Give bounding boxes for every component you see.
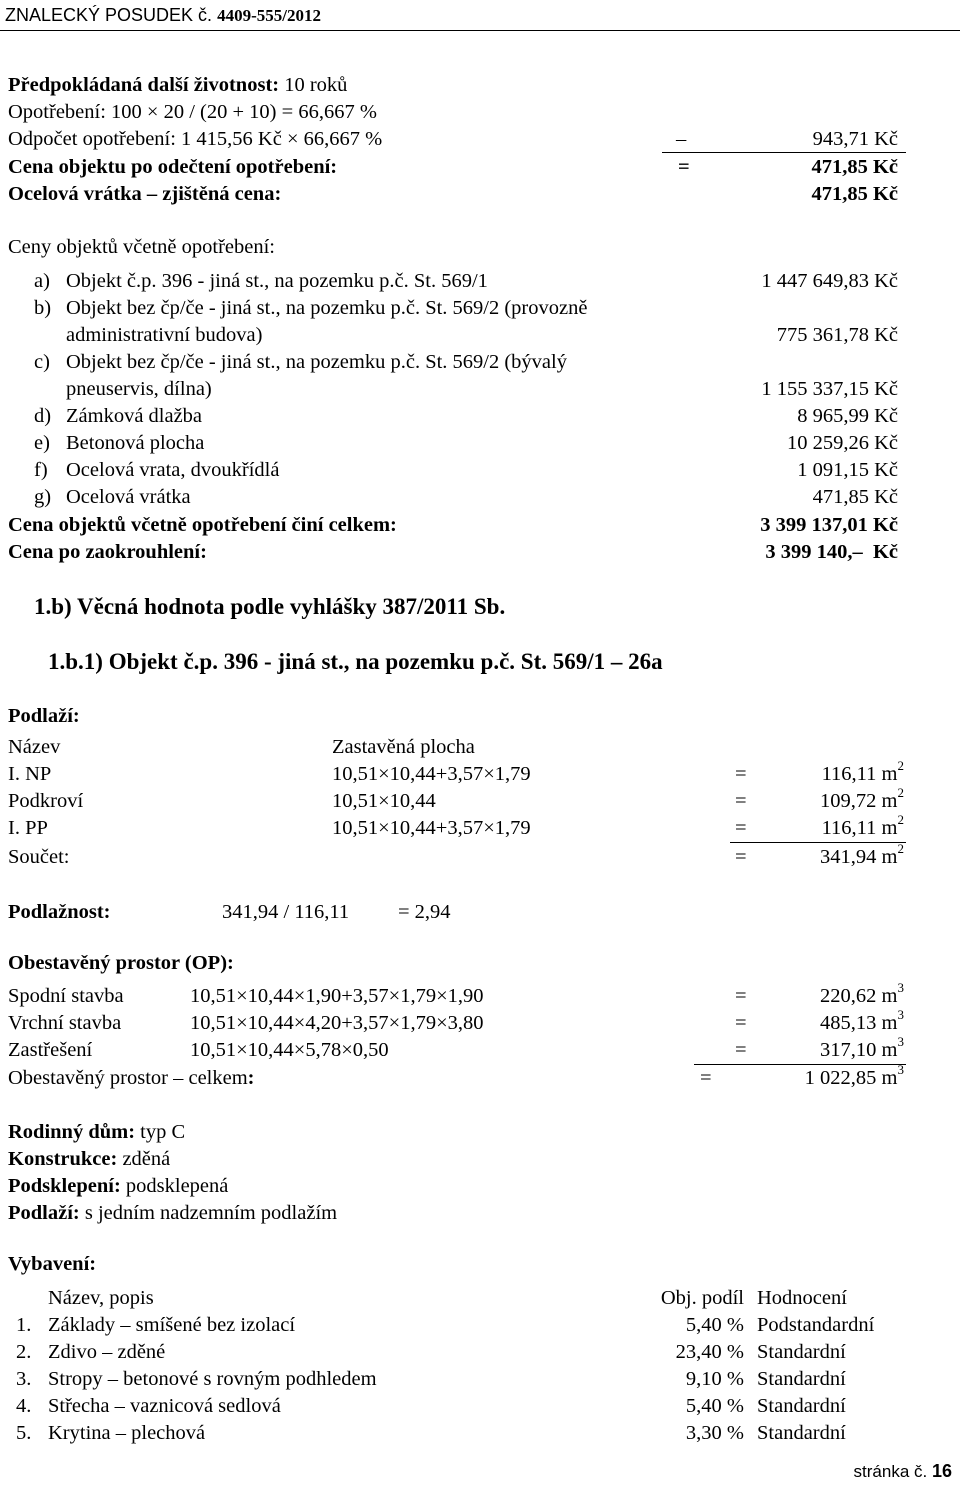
equipment-row-share: 23,40 %: [675, 1341, 744, 1363]
floors-sum-value: [770, 841, 904, 869]
prop-basement: [8, 1174, 228, 1198]
volume-row-eq: =: [735, 985, 747, 1007]
price-c-letter: c): [34, 351, 50, 373]
volume-total-exp: 3: [897, 1062, 904, 1078]
prop-floors-value: s jedním nadzemním podlažím: [84, 1202, 338, 1224]
floors-col-name: Název: [8, 736, 61, 758]
price-a-value: 1 447 649,83 Kč: [761, 270, 898, 292]
life-label: Předpokládaná další životnost:: [8, 74, 280, 96]
price-b-letter: b): [34, 297, 52, 319]
after-op: =: [678, 156, 690, 178]
floor-row-eq: =: [735, 790, 747, 812]
floor-value-text: 116,11 m: [821, 817, 898, 839]
volume-row-formula: 10,51×10,44×1,90+3,57×1,79×1,90: [190, 985, 484, 1007]
floors-sum-rule: [730, 842, 906, 843]
volume-total-colon: :: [247, 1067, 255, 1089]
deduct-label: Odpočet opotřebení: 1 415,56 Kč × 66,667 %: [8, 128, 383, 150]
floors-heading: Podlaží:: [8, 705, 80, 727]
sum-rule: [662, 152, 906, 153]
prop-house: [8, 1120, 185, 1144]
section-subtitle: 1.b.1) Objekt č.p. 396 - jiná st., na pozemku p.č. St. 569/1 – 26a: [48, 649, 663, 674]
equipment-row-rating: Standardní: [757, 1422, 846, 1444]
floor-row-eq: =: [735, 763, 747, 785]
price-g-value: 471,85 Kč: [812, 486, 898, 508]
ratio-formula: 341,94 / 116,11: [222, 901, 350, 923]
ratio-label: Podlažnost:: [8, 901, 111, 923]
floors-col-area: Zastavěná plocha: [332, 736, 475, 758]
page-header: [0, 0, 960, 31]
volume-value-text: 220,62 m: [820, 985, 898, 1007]
equipment-row-number: 5.: [16, 1422, 32, 1444]
volume-value-text: 485,13 m: [820, 1012, 898, 1034]
volume-row-name: Vrchní stavba: [8, 1012, 122, 1034]
price-c-text-2: pneuservis, dílna): [66, 378, 212, 400]
page-footer: [854, 1460, 952, 1483]
floor-row-name: I. PP: [8, 817, 48, 839]
price-c-value: 1 155 337,15 Kč: [761, 378, 898, 400]
volume-row-eq: =: [735, 1012, 747, 1034]
floor-row-formula: 10,51×10,44+3,57×1,79: [332, 817, 531, 839]
volume-row-name: Zastřešení: [8, 1039, 93, 1061]
prices-heading: Ceny objektů včetně opotřebení:: [8, 236, 275, 258]
equipment-row-rating: Standardní: [757, 1368, 846, 1390]
header-number: 4409-555/2012: [217, 6, 321, 25]
page-number: 16: [931, 1461, 952, 1481]
prop-basement-label: Podsklepení:: [8, 1175, 121, 1197]
volume-unit-exp: 3: [897, 1007, 904, 1023]
price-g-letter: g): [34, 486, 52, 508]
found-label: Ocelová vrátka – zjištěná cena:: [8, 183, 282, 205]
equipment-col-share: Obj. podíl: [660, 1287, 744, 1309]
floor-unit-exp: 2: [897, 758, 904, 774]
equipment-row-name: Základy – smíšené bez izolací: [48, 1314, 296, 1336]
volume-row-value: [770, 1007, 904, 1035]
floors-sum-eq: =: [735, 846, 747, 868]
floor-value-text: 109,72 m: [820, 790, 898, 812]
equipment-heading: Vybavení:: [8, 1253, 97, 1275]
price-d-text: Zámková dlažba: [66, 405, 203, 427]
equipment-row-number: 2.: [16, 1341, 32, 1363]
floor-row-formula: 10,51×10,44+3,57×1,79: [332, 763, 531, 785]
price-d-value: 8 965,99 Kč: [797, 405, 898, 427]
price-a-letter: a): [34, 270, 50, 292]
price-e-value: 10 259,26 Kč: [786, 432, 898, 454]
deduct-value: 943,71 Kč: [812, 128, 898, 150]
volume-value-text: 317,10 m: [820, 1039, 898, 1061]
floor-row-formula: 10,51×10,44: [332, 790, 436, 812]
floor-row-value: [770, 785, 904, 813]
price-f-letter: f): [34, 459, 48, 481]
floor-row-value: [770, 758, 904, 786]
price-d-letter: d): [34, 405, 52, 427]
equipment-row-number: 1.: [16, 1314, 32, 1336]
equipment-row-share: 5,40 %: [685, 1395, 744, 1417]
equipment-row-name: Stropy – betonové s rovným podhledem: [48, 1368, 377, 1390]
life-line: [8, 73, 347, 97]
volume-row-formula: 10,51×10,44×4,20+3,57×1,79×3,80: [190, 1012, 484, 1034]
equipment-row-name: Zdivo – zděné: [48, 1341, 166, 1363]
price-a-text: Objekt č.p. 396 - jiná st., na pozemku p.č. St. 569/1: [66, 270, 488, 292]
equipment-row-name: Střecha – vaznicová sedlová: [48, 1395, 281, 1417]
prices-total-label: Cena objektů včetně opotřebení činí celkem:: [8, 514, 397, 536]
price-f-value: 1 091,15 Kč: [797, 459, 898, 481]
volume-heading: Obestavěný prostor (OP):: [8, 952, 234, 974]
equipment-row-name: Krytina – plechová: [48, 1422, 206, 1444]
prop-construction: [8, 1147, 170, 1171]
floors-sum-exp: 2: [897, 841, 904, 857]
price-c-text: Objekt bez čp/če - jiná st., na pozemku p.č. St. 569/2 (bývalý: [66, 351, 567, 373]
header-prefix: ZNALECKÝ POSUDEK č.: [5, 5, 213, 25]
floor-value-text: 116,11 m: [821, 763, 898, 785]
prop-floors-label: Podlaží:: [8, 1202, 80, 1224]
volume-row-eq: =: [735, 1039, 747, 1061]
volume-row-name: Spodní stavba: [8, 985, 124, 1007]
found-value: 471,85 Kč: [811, 183, 898, 205]
price-b-text-2: administrativní budova): [66, 324, 263, 346]
volume-row-value: [770, 1034, 904, 1062]
volume-row-value: [770, 980, 904, 1008]
deduct-op: –: [676, 128, 687, 150]
prop-basement-value: podsklepená: [125, 1175, 229, 1197]
price-b-value: 775 361,78 Kč: [776, 324, 898, 346]
volume-total-eq: =: [700, 1067, 712, 1089]
section-title: 1.b) Věcná hodnota podle vyhlášky 387/2011 Sb.: [34, 594, 506, 619]
prop-house-label: Rodinný dům:: [8, 1121, 136, 1143]
equipment-row-number: 4.: [16, 1395, 32, 1417]
after-label: Cena objektu po odečtení opotřebení:: [8, 156, 338, 178]
volume-sum-rule: [694, 1064, 906, 1065]
prop-construction-value: zděná: [122, 1148, 171, 1170]
equipment-row-rating: Podstandardní: [757, 1314, 875, 1336]
prices-round-value: 3 399 140,– Kč: [765, 541, 898, 563]
equipment-col-name: Název, popis: [48, 1287, 154, 1309]
equipment-row-rating: Standardní: [757, 1341, 846, 1363]
wear-formula: Opotřebení: 100 × 20 / (20 + 10) = 66,667 %: [8, 101, 377, 123]
floor-row-name: I. NP: [8, 763, 52, 785]
equipment-col-rating: Hodnocení: [757, 1287, 847, 1309]
floor-row-name: Podkroví: [8, 790, 84, 812]
volume-unit-exp: 3: [897, 980, 904, 996]
prop-house-value: typ C: [140, 1121, 186, 1143]
equipment-row-rating: Standardní: [757, 1395, 846, 1417]
volume-unit-exp: 3: [897, 1034, 904, 1050]
equipment-row-share: 5,40 %: [685, 1314, 744, 1336]
after-value: 471,85 Kč: [811, 156, 898, 178]
volume-total-text-value: 1 022,85 m: [804, 1067, 898, 1089]
floor-unit-exp: 2: [897, 812, 904, 828]
floor-unit-exp: 2: [897, 785, 904, 801]
equipment-row-number: 3.: [16, 1368, 32, 1390]
price-b-text: Objekt bez čp/če - jiná st., na pozemku p.č. St. 569/2 (provozně: [66, 297, 588, 319]
prop-construction-label: Konstrukce:: [8, 1148, 118, 1170]
volume-row-formula: 10,51×10,44×5,78×0,50: [190, 1039, 389, 1061]
volume-total-text: Obestavěný prostor – celkem: [8, 1067, 248, 1089]
prop-floors: [8, 1201, 337, 1225]
header-title: [5, 4, 321, 27]
floors-sum-text: 341,94 m: [820, 846, 898, 868]
volume-total-label: [8, 1066, 255, 1090]
price-e-letter: e): [34, 432, 50, 454]
floor-row-value: [770, 812, 904, 840]
equipment-row-share: 9,10 %: [685, 1368, 744, 1390]
footer-label: stránka č.: [853, 1462, 928, 1481]
prices-total-value: 3 399 137,01 Kč: [760, 514, 898, 536]
equipment-row-share: 3,30 %: [685, 1422, 744, 1444]
price-f-text: Ocelová vrata, dvoukřídlá: [66, 459, 280, 481]
prices-round-label: Cena po zaokrouhlení:: [8, 541, 207, 563]
price-g-text: Ocelová vrátka: [66, 486, 191, 508]
price-e-text: Betonová plocha: [66, 432, 205, 454]
floor-row-eq: =: [735, 817, 747, 839]
life-value: 10 roků: [284, 74, 348, 96]
ratio-result: = 2,94: [398, 901, 451, 923]
volume-total-value: [740, 1062, 904, 1090]
floors-sum-label: Součet:: [8, 846, 70, 868]
